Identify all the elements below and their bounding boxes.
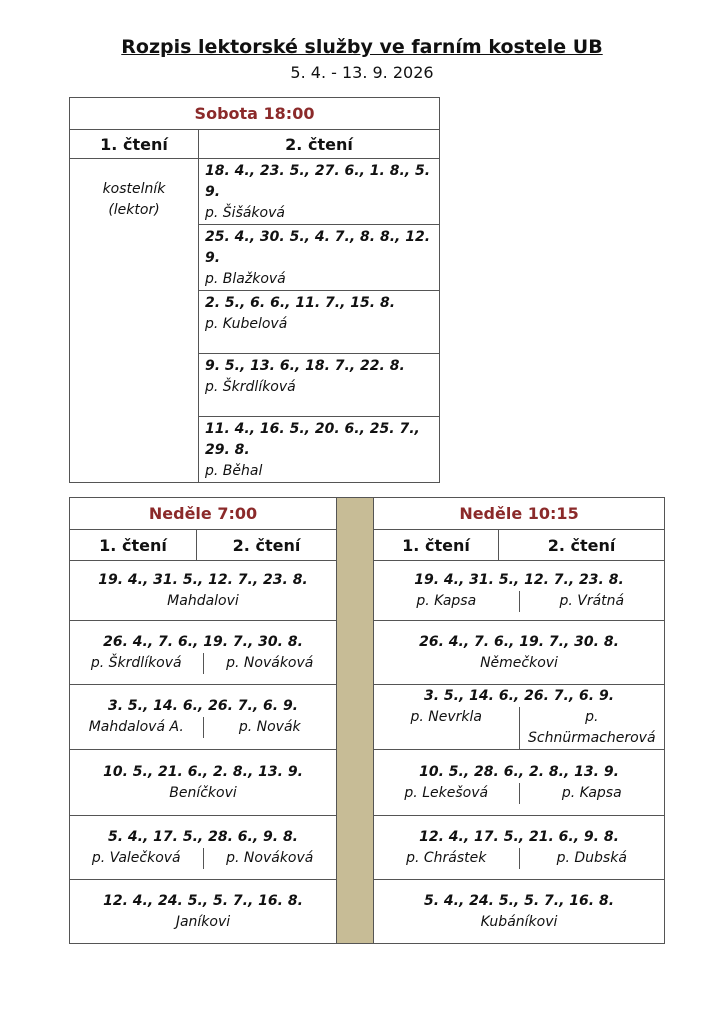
saturday-entry [199, 417, 440, 483]
first-reader: p. Nevrkla [374, 707, 520, 749]
sunday7-header: Neděle 7:00 [70, 498, 337, 530]
row-reader: Němečkovi [480, 654, 558, 671]
row-dates: 3. 5., 14. 6., 26. 7., 6. 9. [423, 687, 615, 704]
date-range: 5. 4. - 13. 9. 2026 [290, 63, 434, 82]
entry-dates: 25. 4., 30. 5., 4. 7., 8. 8., 12. 9. [205, 229, 431, 266]
saturday-col2-header: 2. čtení [199, 130, 440, 159]
second-reader: p. Kapsa [561, 784, 622, 801]
first-reader: p. Lekešová [374, 783, 520, 804]
sunday7-row [70, 880, 337, 944]
sunday10-row [374, 561, 665, 621]
saturday-entry [199, 354, 440, 417]
first-reader: p. Kapsa [374, 591, 520, 612]
row-readers [70, 848, 336, 869]
role-label: kostelník [102, 181, 166, 197]
saturday-role-cell [70, 159, 199, 483]
row-dates: 19. 4., 31. 5., 12. 7., 23. 8. [414, 571, 624, 588]
second-reader: p. Vrátná [559, 592, 625, 609]
role-sublabel: (lektor) [108, 202, 160, 218]
second-reader: p. Schnürmacherová [528, 708, 656, 746]
row-dates: 12. 4., 24. 5., 5. 7., 16. 8. [103, 892, 303, 909]
second-reader: p. Nováková [226, 654, 314, 671]
sunday10-col2-header: 2. čtení [499, 530, 665, 561]
sunday7-row [70, 816, 337, 880]
saturday-col1-header: 1. čtení [70, 130, 199, 159]
sunday10-row [374, 621, 665, 685]
sunday10-row [374, 816, 665, 880]
row-reader: Kubáníkovi [480, 913, 558, 930]
row-reader: Mahdalovi [167, 592, 239, 609]
row-dates: 19. 4., 31. 5., 12. 7., 23. 8. [98, 571, 308, 588]
row-readers [374, 591, 664, 612]
entry-dates: 2. 5., 6. 6., 11. 7., 15. 8. [205, 295, 396, 311]
row-readers [374, 783, 664, 804]
row-readers [374, 707, 664, 749]
second-reader: p. Nováková [226, 849, 314, 866]
page-title: Rozpis lektorské služby ve farním kostele UB [121, 36, 603, 58]
first-reader: p. Škrdlíková [70, 653, 204, 674]
entry-reader: p. Šišáková [205, 205, 285, 221]
first-reader: p. Chrástek [374, 848, 520, 869]
row-dates: 12. 4., 17. 5., 21. 6., 9. 8. [419, 828, 619, 845]
entry-reader: p. Kubelová [205, 316, 288, 332]
row-readers [70, 717, 336, 738]
entry-dates: 18. 4., 23. 5., 27. 6., 1. 8., 5. 9. [205, 163, 431, 200]
row-reader: Janíkovi [175, 913, 231, 930]
entry-dates: 11. 4., 16. 5., 20. 6., 25. 7., 29. 8. [205, 421, 420, 458]
sunday10-col1-header: 1. čtení [374, 530, 499, 561]
row-dates: 26. 4., 7. 6., 19. 7., 30. 8. [103, 633, 303, 650]
sunday7-row [70, 621, 337, 685]
first-reader: Mahdalová A. [70, 717, 204, 738]
entry-reader: p. Běhal [205, 463, 263, 479]
row-dates: 10. 5., 28. 6., 2. 8., 13. 9. [419, 763, 619, 780]
sunday10-row [374, 750, 665, 816]
entry-dates: 9. 5., 13. 6., 18. 7., 22. 8. [205, 358, 405, 374]
row-reader: Beníčkovi [169, 784, 237, 801]
sunday10-header: Neděle 10:15 [374, 498, 665, 530]
saturday-entry [199, 291, 440, 354]
row-dates: 5. 4., 17. 5., 28. 6., 9. 8. [107, 828, 299, 845]
sunday-schedule-table [69, 497, 665, 944]
saturday-header: Sobota 18:00 [70, 98, 440, 130]
row-dates: 5. 4., 24. 5., 5. 7., 16. 8. [423, 892, 615, 909]
saturday-entry [199, 225, 440, 291]
second-reader: p. Dubská [556, 849, 627, 866]
second-reader: p. Novák [238, 719, 301, 735]
row-readers [70, 653, 336, 674]
row-readers [374, 848, 664, 869]
entry-reader: p. Škrdlíková [205, 379, 296, 395]
sunday7-row [70, 561, 337, 621]
sunday7-row [70, 685, 337, 750]
row-dates: 26. 4., 7. 6., 19. 7., 30. 8. [419, 633, 619, 650]
saturday-schedule-table [69, 97, 440, 483]
sunday7-row [70, 750, 337, 816]
sunday7-col1-header: 1. čtení [70, 530, 197, 561]
sunday10-row [374, 880, 665, 944]
entry-reader: p. Blažková [205, 271, 286, 287]
row-dates: 3. 5., 14. 6., 26. 7., 6. 9. [107, 698, 299, 714]
sunday10-row [374, 685, 665, 750]
sunday7-col2-header: 2. čtení [197, 530, 337, 561]
first-reader: p. Valečková [70, 848, 204, 869]
row-dates: 10. 5., 21. 6., 2. 8., 13. 9. [103, 763, 303, 780]
separator-column [337, 498, 374, 944]
saturday-entry [199, 159, 440, 225]
